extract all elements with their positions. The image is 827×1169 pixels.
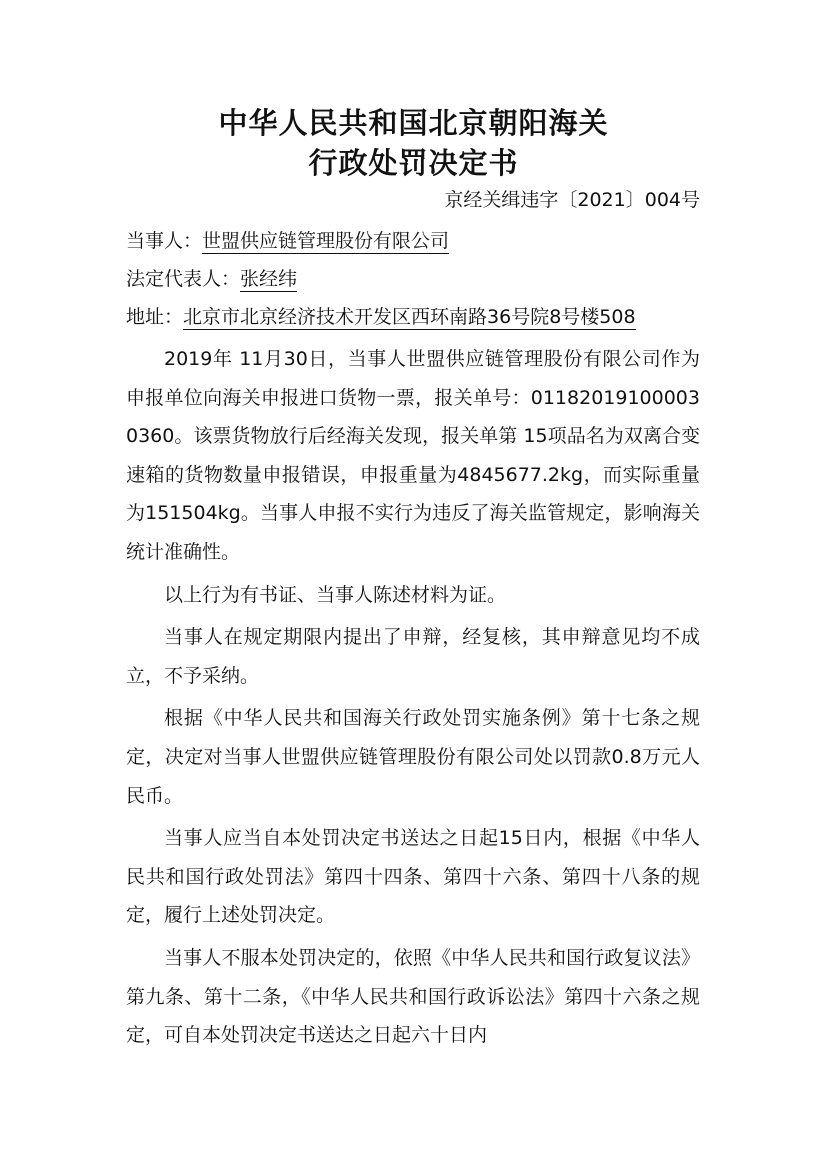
document-title-line1: 中华人民共和国北京朝阳海关 bbox=[218, 106, 609, 140]
document-number: 京经关缉违字〔2021〕004号 bbox=[444, 189, 700, 211]
legal-representative-field bbox=[126, 266, 297, 292]
party-value: 世盟供应链管理股份有限公司 bbox=[202, 230, 450, 252]
document-body bbox=[126, 340, 700, 1059]
party-label: 当事人： bbox=[126, 230, 203, 252]
address-field bbox=[126, 304, 636, 330]
paragraph-fulfilment: 当事人应当自本处罚决定书送达之日起15日内，根据《中华人民共和国行政处罚法》第四十四条、第四十六条、第四十八条的规定，履行上述处罚决定。 bbox=[126, 827, 700, 927]
party-field bbox=[126, 228, 449, 254]
address-label: 地址： bbox=[126, 306, 184, 328]
document-title-line2: 行政处罚决定书 bbox=[308, 146, 519, 180]
paragraph-defense: 当事人在规定期限内提出了申辩，经复核，其申辩意见均不成立，不予采纳。 bbox=[126, 626, 700, 687]
paragraph-evidence: 以上行为有书证、当事人陈述材料为证。 bbox=[164, 583, 507, 606]
legal-representative-value: 张经纬 bbox=[240, 268, 298, 290]
address-value: 北京市北京经济技术开发区西环南路36号院8号楼508 bbox=[183, 306, 636, 328]
paragraph-appeal: 当事人不服本处罚决定的，依照《中华人民共和国行政复议法》第九条、第十二条，《中华人民共和国行政诉讼法》第四十六条之规定，可自本处罚决定书送达之日起六十日内 bbox=[126, 946, 700, 1047]
paragraph-decision: 根据《中华人民共和国海关行政处罚实施条例》第十七条之规定，决定对当事人世盟供应链管理股份有限公司处以罚款0.8万元人民币。 bbox=[126, 707, 700, 807]
legal-representative-label: 法定代表人： bbox=[126, 268, 241, 290]
paragraph-facts: 2019年 11月30日，当事人世盟供应链管理股份有限公司作为申报单位向海关申报进口货物一票，报关单号：011820191000030360。该票货物放行后经海关发现，报关单第 15项品名为双离合变速箱的货物数量申报错误，申报重量为4845677.2kg，而实际重量为151504kg。当事人申报不实行为违反了海关监管规定，影响海关统计准确性。 bbox=[126, 348, 700, 563]
